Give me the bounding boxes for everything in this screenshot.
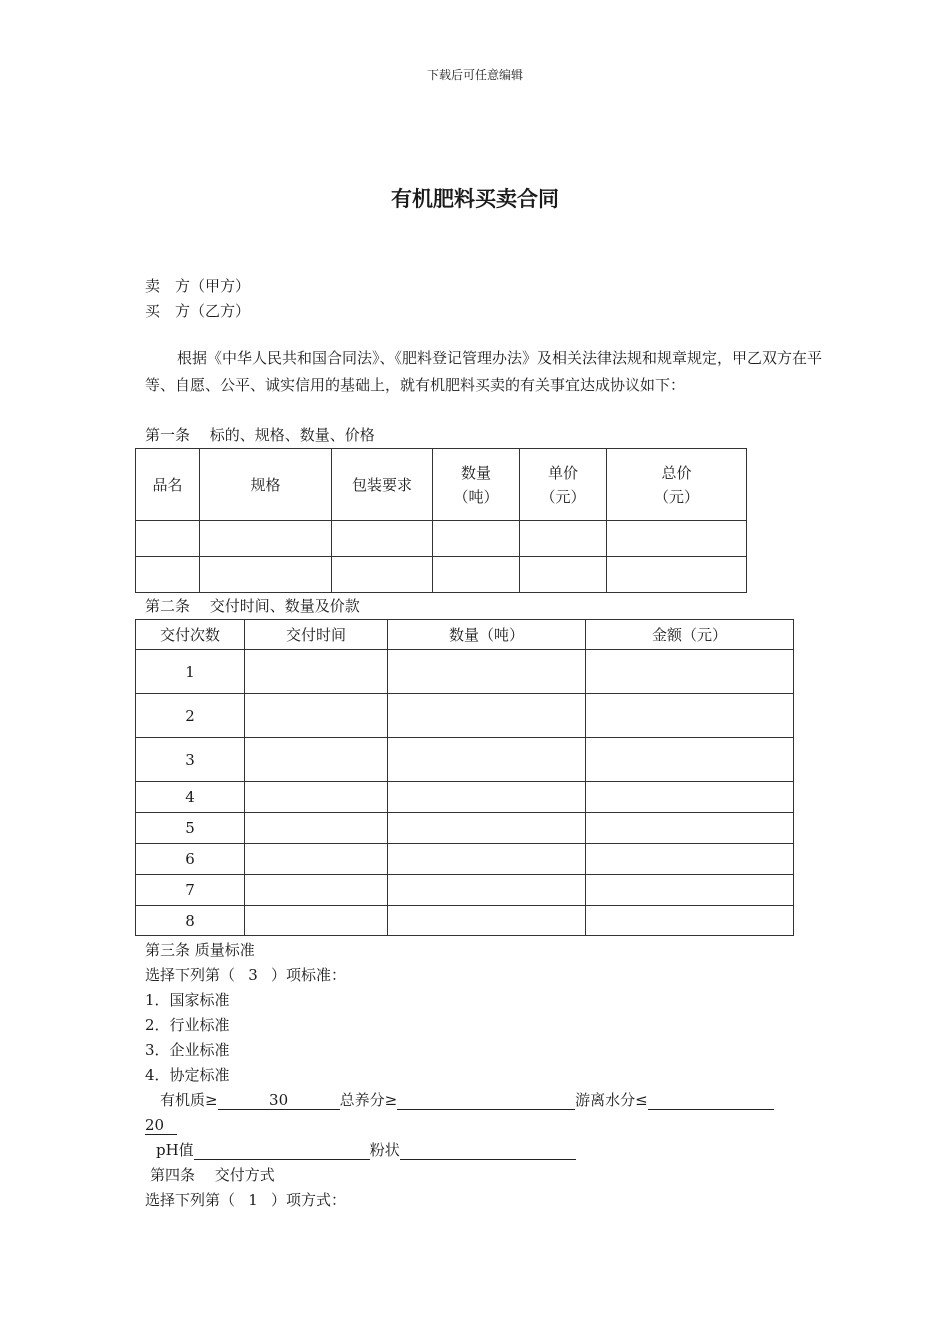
article4-choice-line: 选择下列第（ 1 ）项方式： — [145, 1191, 347, 1209]
article1-table — [135, 448, 747, 593]
table-row: 8 — [136, 906, 794, 936]
table-row: 2 — [136, 694, 794, 738]
contract-title: 有机肥料买卖合同 — [391, 186, 559, 211]
ph-powder-line: pH值 粉状 — [156, 1140, 576, 1160]
article1-heading: 第一条 标的、规格、数量、价格 — [145, 426, 375, 444]
header-note: 下载后可任意编辑 — [426, 68, 523, 82]
seller-line: 卖 方（甲方） — [145, 277, 251, 295]
col-delivery-no: 交付次数 — [136, 620, 245, 650]
article2-heading: 第二条 交付时间、数量及价款 — [145, 597, 360, 615]
table-row: 4 — [136, 782, 794, 813]
intro-paragraph: 根据《中华人民共和国合同法》、《肥料登记管理办法》及相关法律法规和规章规定，甲乙双方在平等、自愿、公平、诚实信用的基础上，就有机肥料买卖的有关事宜达成协议如下： — [145, 349, 823, 394]
standard-option-2: 2．行业标准 — [145, 1016, 230, 1034]
table-row: 7 — [136, 875, 794, 906]
moisture-value-line — [145, 1115, 177, 1135]
buyer-line: 买 方（乙方） — [145, 302, 251, 320]
table-row — [136, 521, 747, 557]
article3-heading: 第三条 质量标准 — [145, 941, 255, 959]
table-row: 1 — [136, 650, 794, 694]
standard-option-4: 4．协定标准 — [145, 1066, 230, 1084]
standard-option-1: 1．国家标准 — [145, 991, 230, 1009]
ph-blank — [194, 1140, 370, 1160]
col-total-price: 总价 （元） — [607, 449, 747, 521]
article3-choice-line: 选择下列第（ 3 ）项标准： — [145, 966, 347, 984]
table-row: 3 — [136, 738, 794, 782]
standard-option-3: 3．企业标准 — [145, 1041, 230, 1059]
article2-table — [135, 619, 794, 936]
col-delivery-amount: 金额（元） — [586, 620, 794, 650]
col-quantity: 数量 （吨） — [433, 449, 520, 521]
moisture-value: 20 — [145, 1115, 177, 1135]
col-delivery-time: 交付时间 — [245, 620, 388, 650]
quality-spec-line: 有机质≥ 30 总养分≥ 游离水分≤ — [160, 1090, 774, 1110]
moisture-blank — [648, 1090, 774, 1110]
col-delivery-quantity: 数量（吨） — [388, 620, 586, 650]
nutrient-blank — [397, 1090, 575, 1110]
powder-blank — [400, 1140, 576, 1160]
organic-value: 30 — [218, 1090, 340, 1110]
table-row — [136, 557, 747, 593]
table-row: 6 — [136, 844, 794, 875]
col-product-name: 品名 — [136, 449, 200, 521]
article4-heading: 第四条 交付方式 — [150, 1166, 275, 1184]
article4-choice-value: 1 — [248, 1191, 258, 1209]
col-spec: 规格 — [200, 449, 332, 521]
col-packaging: 包装要求 — [332, 449, 433, 521]
table-row: 5 — [136, 813, 794, 844]
article3-choice-value: 3 — [248, 966, 258, 984]
col-unit-price: 单价 （元） — [520, 449, 607, 521]
